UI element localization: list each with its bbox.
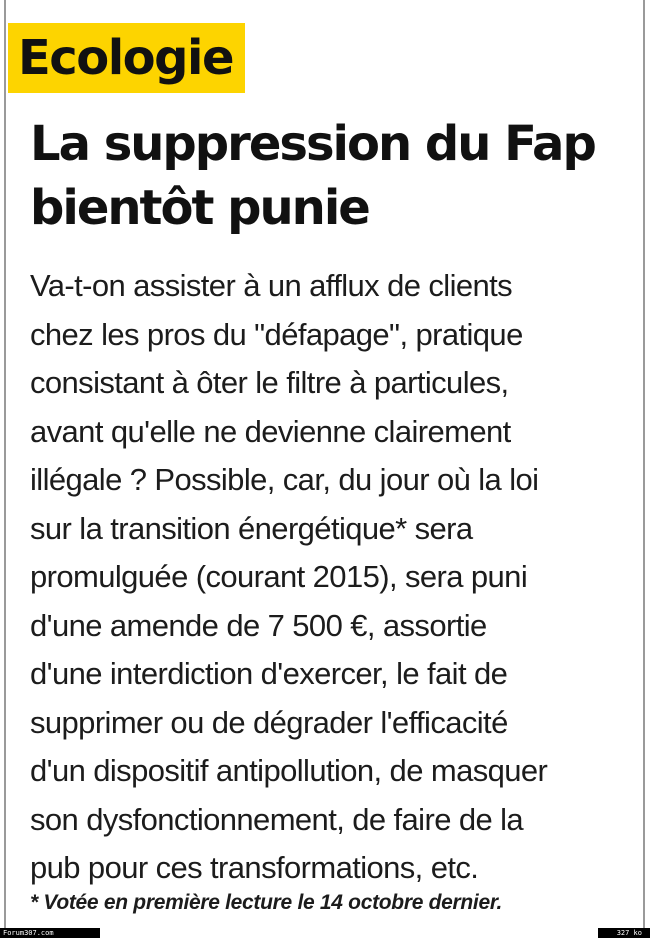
body-line: d'une amende de 7 500 €, assortie (30, 607, 487, 643)
body-line: son dysfonctionnement, de faire de la (30, 801, 524, 837)
body-line: d'une interdiction d'exercer, le fait de (30, 656, 508, 691)
article-body (30, 262, 640, 893)
body-line: supprimer ou de dégrader l'efficacité (30, 704, 508, 740)
body-line: consistant à ôter le filtre à particules, (30, 365, 509, 400)
right-border-rule (643, 0, 645, 930)
body-line: d'un dispositif antipollution, de masquer (30, 753, 548, 788)
body-line: promulguée (courant 2015), sera puni (30, 559, 528, 594)
section-tag: Ecologie (8, 23, 245, 93)
headline-line: La suppression du Fap (30, 116, 595, 172)
headline-line: bientôt punie (30, 180, 369, 236)
body-line: sur la transition énergétique* sera (30, 510, 473, 546)
body-line: chez les pros du "défapage", pratique (30, 316, 523, 352)
footnote: * Votée en première lecture le 14 octobre dernier. (30, 891, 503, 914)
headline (30, 112, 640, 240)
left-border-rule (4, 0, 6, 930)
body-line: avant qu'elle ne devienne clairement (30, 413, 511, 449)
body-line: pub pour ces transformations, etc. (30, 850, 479, 885)
file-size-label: 327 ko (598, 928, 650, 938)
source-label: Forum307.com (0, 928, 100, 938)
body-line: Va-t-on assister à un afflux de clients (30, 268, 513, 303)
body-line: illégale ? Possible, car, du jour où la loi (30, 462, 539, 497)
